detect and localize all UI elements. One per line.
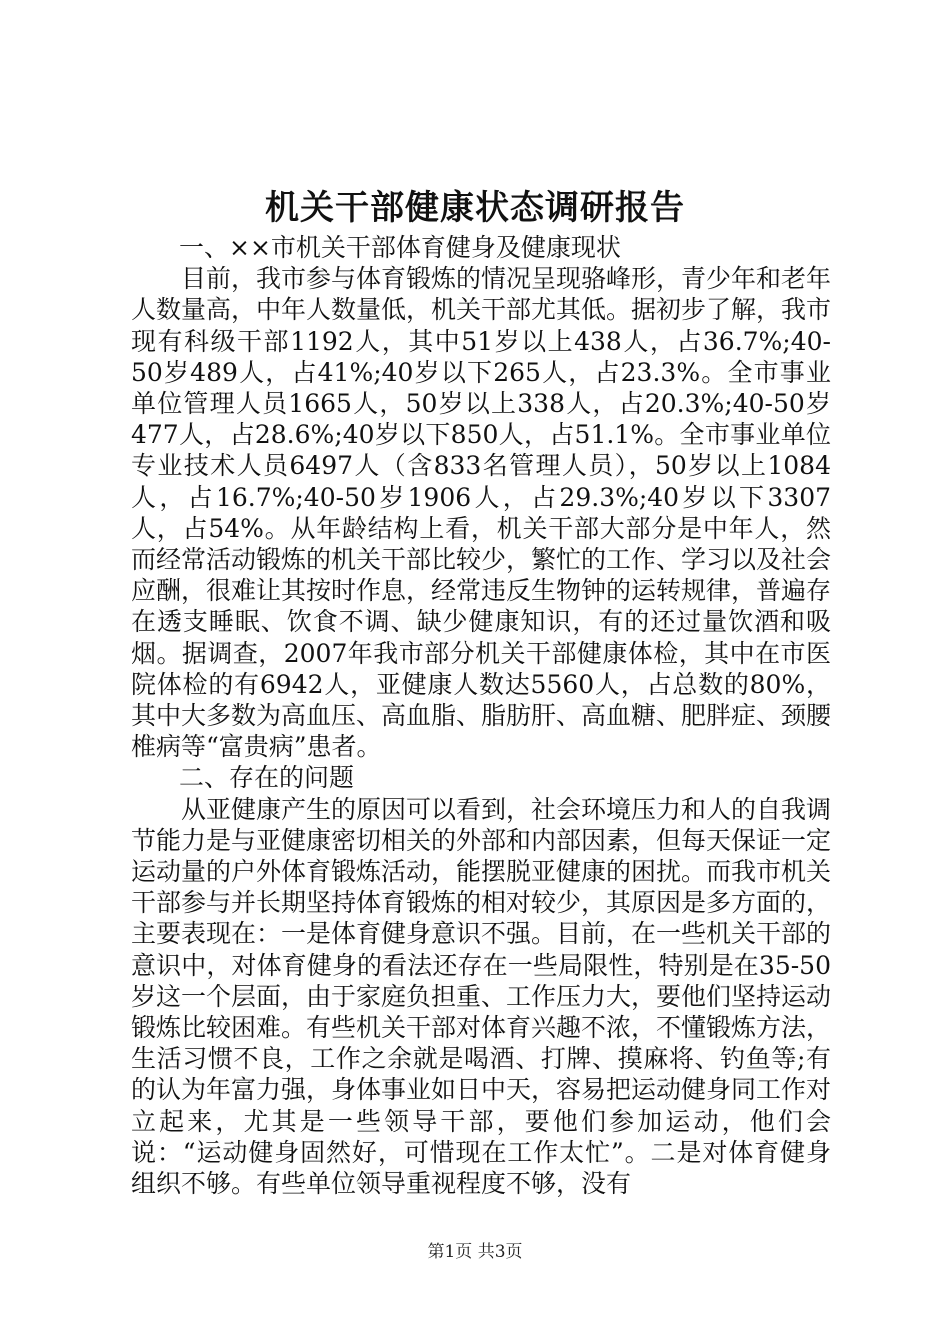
- section-heading-1: 一、××市机关干部体育健身及健康现状: [179, 233, 621, 262]
- document-body: [131, 232, 831, 1199]
- section-heading-2: 二、存在的问题: [179, 763, 355, 793]
- document-title: 机关干部健康状态调研报告: [265, 188, 685, 228]
- page-footer: 第1页 共3页: [427, 1242, 523, 1262]
- section-paragraph-2: 从亚健康产生的原因可以看到，社会环境压力和人的自我调节能力是与亚健康密切相关的外部和内部因素，但每天保证一定运动量的户外体育锻炼活动，能摆脱亚健康的困扰。而我市机关干部参与并长期坚持体育锻炼的相对较少，其原因是多方面的，主要表现在：一是体育健身意识不强。目前，在一些机关干部的意识中，对体育健身的看法还存在一些局限性，特别是在35-50岁这一个层面，由于家庭负担重、工作压力大，要他们坚持运动锻炼比较困难。有些机关干部对体育兴趣不浓，不懂锻炼方法，生活习惯不良，工作之余就是喝酒、打牌、摸麻将、钓鱼等;有的认为年富力强，身体事业如日中天，容易把运动健身同工作对立起来，尤其是一些领导干部，要他们参加运动，他们会说：“运动健身固然好，可惜现在工作太忙”。二是对体育健身组织不够。有些单位领导重视程度不够，没有: [131, 794, 832, 1199]
- section-paragraph-1: 目前，我市参与体育锻炼的情况呈现骆峰形，青少年和老年人数量高，中年人数量低，机关干部尤其低。据初步了解，我市现有科级干部1192人，其中51岁以上438人，占36.7%;40-50岁489人，占41%;40岁以下265人，占23.3%。全市事业单位管理人员1665人，50岁以上338人，占20.3%;40-50岁477人，占28.6%;40岁以下850人，占51.1%。全市事业单位专业技术人员6497人（含833名管理人员），50岁以上1084人，占16.7%;40-50岁1906人，占29.3%;40岁以下3307人，占54%。从年龄结构上看，机关干部大部分是中年人，然而经常活动锻炼的机关干部比较少，繁忙的工作、学习以及社会应酬，很难让其按时作息，经常违反生物钟的运转规律，普遍存在透支睡眠、饮食不调、缺少健康知识，有的还过量饮酒和吸烟。据调查，2007年我市部分机关干部健康体检，其中在市医院体检的有6942人，亚健康人数达5560人，占总数的80%，其中大多数为高血压、高血脂、脂肪肝、高血糖、肥胖症、颈腰椎病等“富贵病”患者。: [131, 264, 832, 762]
